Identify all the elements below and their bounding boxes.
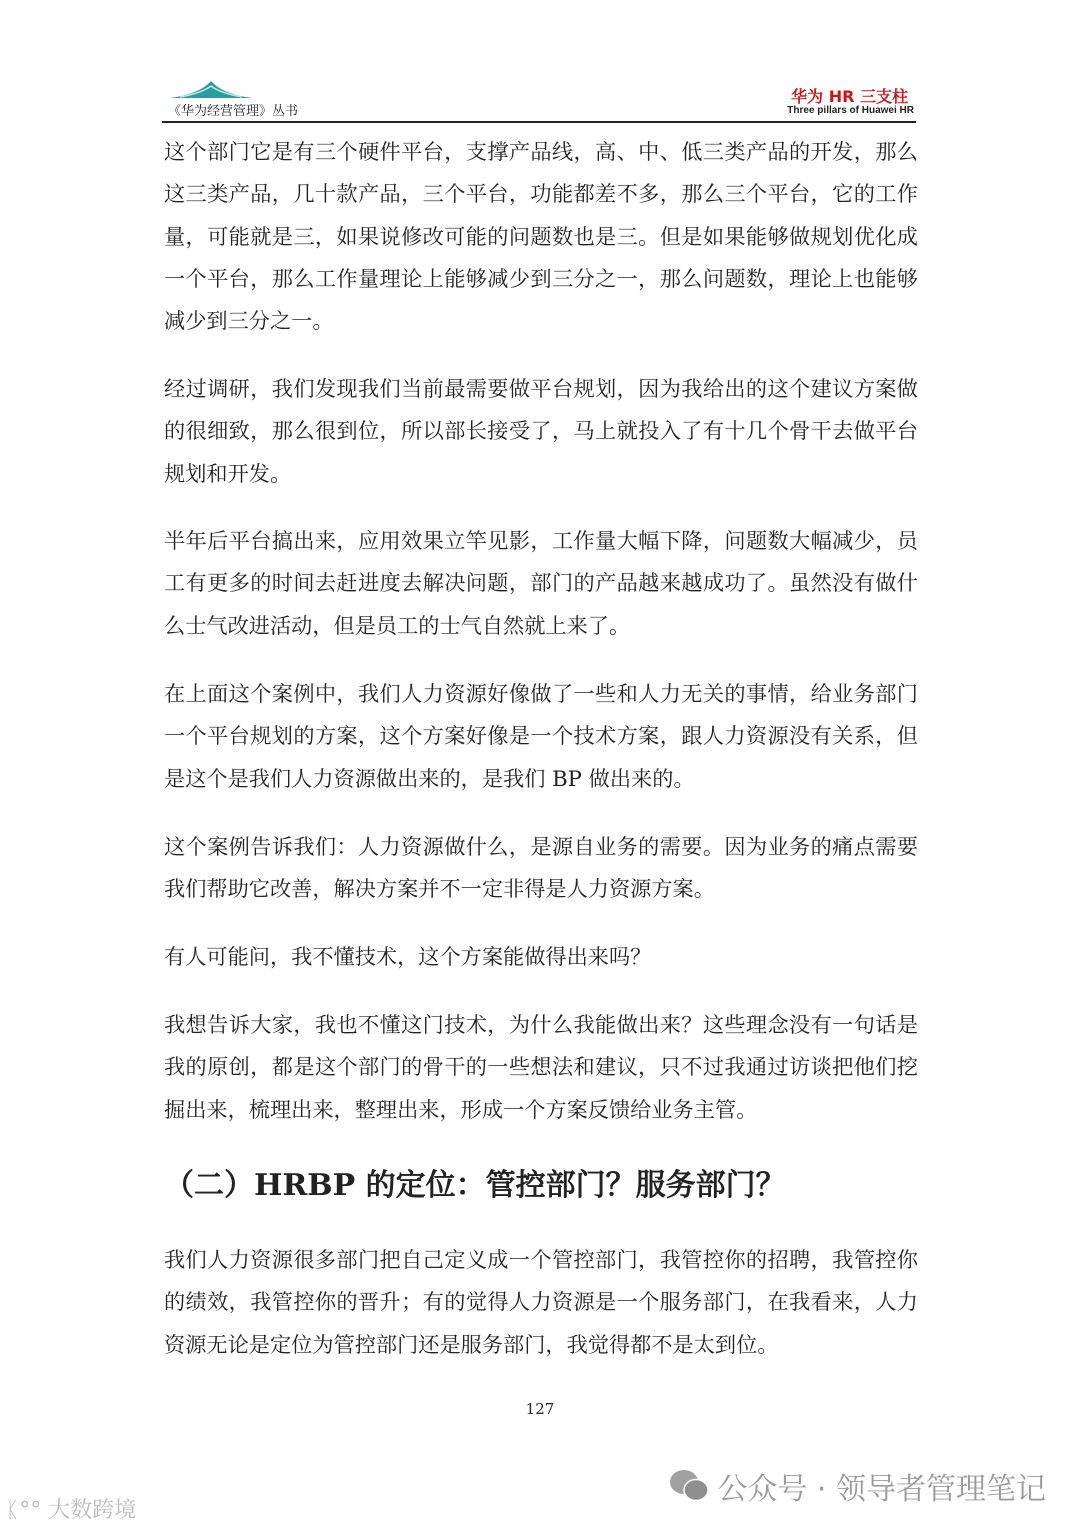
paragraph-line: 这三类产品，几十款产品，三个平台，功能都差不多，那么三个平台，它的工作 (164, 181, 918, 207)
book-title-en: Three pillars of Huawei HR (787, 105, 914, 116)
body-paragraph (164, 936, 918, 978)
paragraph-line: 经过调研，我们发现我们当前最需要做平台规划，因为我给出的这个建议方案做 (164, 376, 918, 401)
paragraph-line: 减少到三分之一。 (164, 308, 334, 334)
paragraph-line: 在上面这个案例中，我们人力资源好像做了一些和人力无关的事情，给业务部门 (164, 681, 918, 706)
paragraph-line: 么士气改进活动，但是员工的士气自然就上来了。 (164, 612, 631, 638)
body-paragraph (164, 826, 918, 911)
mountain-logo-icon (170, 78, 252, 100)
paragraph-line: 我们帮助它改善，解决方案并不一定非得是人力资源方案。 (164, 876, 715, 902)
paragraph-line: 这个部门它是有三个硬件平台，支撑产品线，高、中、低三类产品的开发，那么 (164, 139, 918, 164)
paragraph-line: 我想告诉大家，我也不懂这门技术，为什么我能做出来？这些理念没有一句话是 (164, 1012, 918, 1037)
paragraph-line: 我的原创，都是这个部门的骨干的一些想法和建议，只不过我通过访谈把他们挖 (164, 1054, 918, 1080)
source-watermark (6, 1493, 136, 1524)
paragraph-line: 我们人力资源很多部门把自己定义成一个管控部门，我管控你的招聘，我管控你 (164, 1247, 918, 1272)
source-watermark-text: 大数跨境 (48, 1498, 137, 1523)
header-divider (162, 121, 916, 123)
wechat-watermark-text: 公众号 · 领导者管理笔记 (717, 1472, 1046, 1507)
paragraph-line: 一个平台规划的方案，这个方案好像是一个技术方案，跟人力资源没有关系，但 (164, 723, 918, 749)
paragraph-line: 掘出来，梳理出来，整理出来，形成一个方案反馈给业务主管。 (164, 1096, 758, 1122)
paragraph-line: 的很细致，那么很到位，所以部长接受了，马上就投入了有十几个骨干去做平台 (164, 418, 918, 444)
paragraph-line: 一个平台，那么工作量理论上能够减少到三分之一，那么问题数，理论上也能够 (164, 265, 918, 291)
body-paragraph (164, 1239, 918, 1366)
paragraph-line: 工有更多的时间去赶进度去解决问题，部门的产品越来越成功了。虽然没有做什 (164, 570, 918, 596)
wechat-icon (669, 1469, 709, 1503)
paragraph-line: 规划和开发。 (164, 460, 292, 486)
page-number: 127 (525, 1400, 555, 1418)
paragraph-line: 量，可能就是三，如果说修改可能的问题数也是三。但是如果能够做规划优化成 (164, 223, 918, 249)
book-title-cn: 华为 HR 三支柱 (791, 87, 908, 106)
paragraph-line: 的绩效，我管控你的晋升；有的觉得人力资源是一个服务部门，在我看来，人力 (164, 1289, 918, 1315)
paragraph-line: 有人可能问，我不懂技术，这个方案能做得出来吗？ (164, 944, 652, 969)
wechat-watermark (669, 1464, 1046, 1508)
body-paragraph (164, 131, 918, 342)
source-logo-icon: ᛕ°° (6, 1498, 42, 1523)
body-paragraph (164, 368, 918, 495)
section-heading: （二）HRBP 的定位：管控部门？服务部门？ (164, 1168, 786, 1203)
paragraph-line: 这个案例告诉我们：人力资源做什么，是源自业务的需要。因为业务的痛点需要 (164, 834, 918, 859)
body-paragraph (164, 1004, 918, 1131)
body-paragraph (164, 520, 918, 647)
paragraph-line: 是这个是我们人力资源做出来的，是我们 BP 做出来的。 (164, 765, 695, 791)
paragraph-line: 资源无论是定位为管控部门还是服务部门，我觉得都不是太到位。 (164, 1331, 779, 1357)
body-paragraph (164, 673, 918, 800)
paragraph-line: 半年后平台搞出来，应用效果立竿见影，工作量大幅下降，问题数大幅减少，员 (164, 528, 918, 553)
series-title: 《华为经营管理》丛书 (168, 104, 299, 119)
